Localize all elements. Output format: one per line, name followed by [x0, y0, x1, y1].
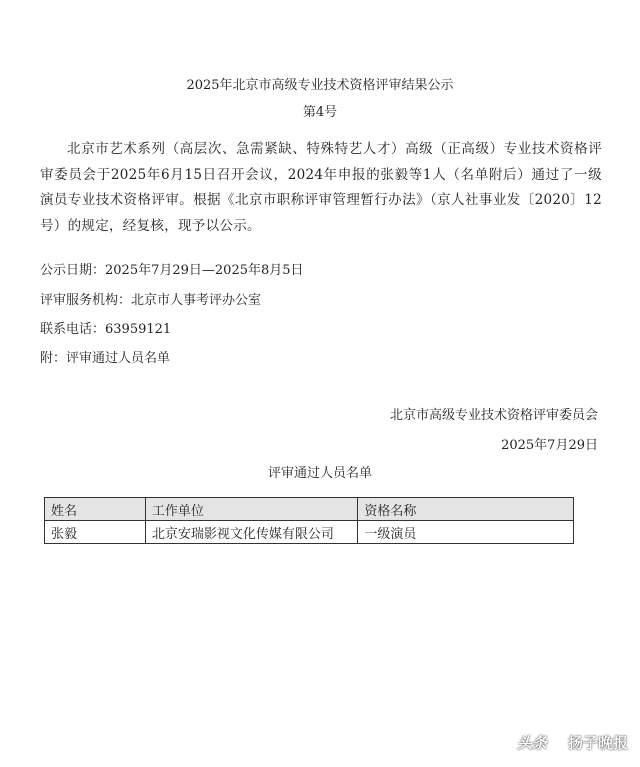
- roster-title: 评审通过人员名单: [267, 466, 372, 481]
- notice-number: 第4号: [302, 105, 338, 120]
- table-row: [45, 521, 574, 544]
- column-header-qualification: 资格名称: [358, 498, 574, 521]
- issuer-name: 北京市高级专业技术资格评审委员会: [389, 408, 598, 423]
- cell-name: 张毅: [45, 521, 146, 544]
- issue-date: 2025年7月29日: [501, 438, 598, 453]
- watermark-source-name: 扬子晚报: [567, 734, 628, 752]
- watermark-source: [553, 732, 628, 753]
- service-agency: 评审服务机构：北京市人事考评办公室: [40, 293, 262, 308]
- watermark-platform: 头条: [516, 734, 547, 752]
- table-header-row: [45, 498, 574, 521]
- column-header-employer: 工作单位: [145, 498, 358, 521]
- at-icon: [553, 735, 568, 750]
- publicity-date: 公示日期：2025年7月29日—2025年8月5日: [40, 263, 304, 278]
- contact-phone: 联系电话：63959121: [40, 322, 172, 337]
- cell-qualification: 一级演员: [358, 521, 574, 544]
- notice-title: 2025年北京市高级专业技术资格评审结果公示: [186, 78, 454, 93]
- attachment-note: 附：评审通过人员名单: [40, 351, 171, 366]
- notice-body: 北京市艺术系列（高层次、急需紧缺、特殊特艺人才）高级（正高级）专业技术资格评审委员会于2025年6月15日召开会议，2024年申报的张毅等1人（名单附后）通过了一级演员专业技术资格评审。根据《北京市职称评审管理暂行办法》（京人社事业发〔2020〕12号）的规定，经复核，现予以公示。: [40, 141, 602, 234]
- watermark: [517, 732, 628, 753]
- roster-table: [44, 497, 574, 544]
- column-header-name: 姓名: [45, 498, 146, 521]
- cell-employer: 北京安瑞影视文化传媒有限公司: [145, 521, 358, 544]
